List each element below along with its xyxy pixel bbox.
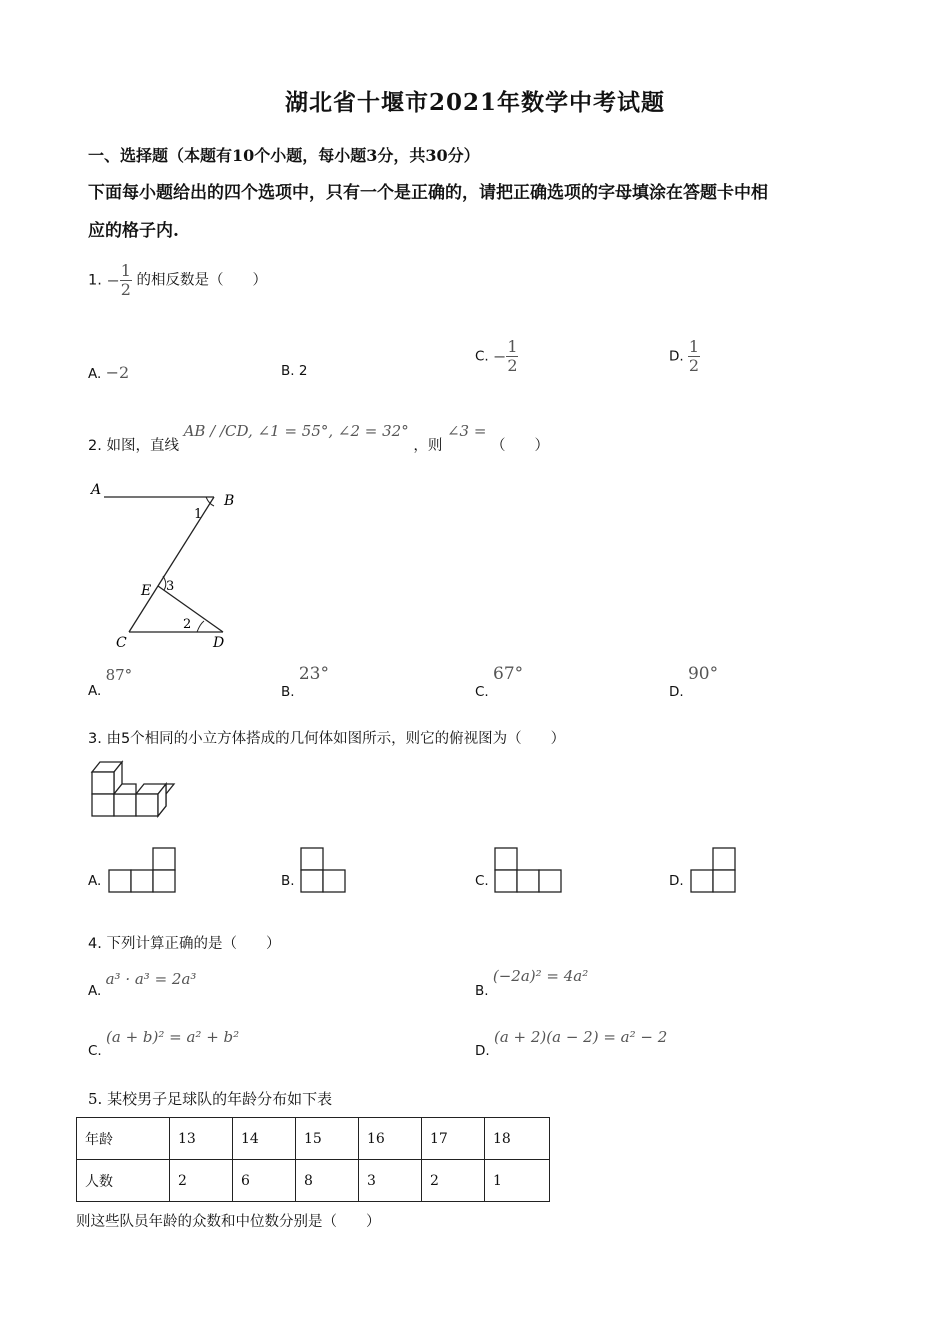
q1-option-d-fraction: $\frac{1}{2}$	[688, 337, 700, 375]
table-cell: 3	[359, 1160, 422, 1202]
q2-option-d[interactable]: D. 90°	[669, 664, 719, 700]
label-a: A	[91, 482, 102, 498]
table-cell: 15	[296, 1118, 359, 1160]
q4-option-a-expr: a³ · a³ = 2a³	[105, 970, 197, 988]
q1-fraction: $\frac{1}{2}$	[120, 261, 131, 299]
q1-option-c-fraction: $\frac{1}{2}$	[507, 337, 518, 375]
table-cell: 16	[359, 1118, 422, 1160]
q3-option-d[interactable]: D.	[669, 873, 684, 889]
q3-option-c[interactable]: C.	[475, 873, 489, 889]
label-angle-2: 2	[183, 617, 192, 632]
section-heading: 一、选择题（本题有10个小题，每小题3分，共30分）	[88, 146, 480, 165]
table-cell: 2	[170, 1160, 233, 1202]
q4-option-d-expr: (a + 2)(a − 2) = a² − 2	[493, 1028, 668, 1046]
question-1	[88, 262, 267, 299]
table-cell: 14	[233, 1118, 296, 1160]
minus-sign: −	[106, 271, 120, 290]
q4-option-b[interactable]: B. (−2a)² = 4a²	[475, 967, 589, 999]
q1-option-b[interactable]: B. 2	[281, 363, 308, 379]
table-cell: 8	[296, 1160, 359, 1202]
table-row	[77, 1160, 550, 1202]
q3-option-b[interactable]: B.	[281, 873, 295, 889]
q2-option-a-value: 87°	[105, 666, 133, 684]
table-cell: 18	[485, 1118, 550, 1160]
q2-option-c[interactable]: C. 67°	[475, 664, 524, 700]
q3-option-b-figure	[301, 847, 347, 893]
q2-option-b-value: 23°	[298, 664, 329, 684]
q3-option-c-figure	[495, 847, 563, 893]
q2-prefix: 2. 如图，直线	[88, 438, 179, 454]
q4-option-c[interactable]: C. (a + b)² = a² + b²	[88, 1028, 240, 1059]
question-2	[88, 420, 549, 454]
instruction-line-1: 下面每小题给出的四个选项中，只有一个是正确的，请把正确选项的字母填涂在答题卡中相	[88, 183, 768, 203]
q3-option-a[interactable]: A.	[88, 873, 102, 889]
table-cell: 13	[170, 1118, 233, 1160]
q2-condition: AB / /CD, ∠1 = 55°, ∠2 = 32°	[183, 422, 409, 440]
q1-option-a-value: −2	[105, 363, 130, 382]
q2-option-c-value: 67°	[493, 664, 524, 684]
q3-solid-figure	[88, 760, 178, 822]
label-angle-1: 1	[194, 507, 203, 522]
question-3: 3. 由5个相同的小立方体搭成的几何体如图所示，则它的俯视图为（ ）	[88, 731, 566, 747]
q2-mid: ，则	[413, 438, 443, 454]
q3-option-d-figure	[691, 847, 737, 893]
q2-figure	[88, 478, 248, 653]
table-cell: 17	[422, 1118, 485, 1160]
q1-option-c[interactable]: C. − $\frac{1}{2}$	[475, 337, 518, 375]
q2-option-d-value: 90°	[687, 664, 719, 684]
q1-option-a[interactable]: A. −2	[88, 363, 130, 382]
page-title: 湖北省十堰市2021年数学中考试题	[284, 89, 665, 116]
q2-option-a[interactable]: A. 87°	[88, 666, 133, 699]
question-5: 5. 某校男子足球队的年龄分布如下表	[88, 1090, 333, 1108]
q4-option-a[interactable]: A. a³ · a³ = 2a³	[88, 970, 197, 999]
q1-option-b-value: 2	[298, 363, 308, 379]
question-4: 4. 下列计算正确的是（ ）	[88, 936, 281, 952]
table-header-count: 人数	[77, 1160, 170, 1202]
label-e: E	[141, 583, 152, 599]
q5-question: 则这些队员年龄的众数和中位数分别是（ ）	[76, 1214, 381, 1230]
table-cell: 6	[233, 1160, 296, 1202]
q1-number: 1.	[88, 272, 102, 289]
q1-option-d[interactable]: D. $\frac{1}{2}$	[669, 337, 700, 375]
q2-suffix: （ ）	[491, 438, 549, 454]
q3-option-a-figure	[109, 847, 177, 893]
q1-text: 的相反数是（ ）	[136, 272, 267, 289]
label-b: B	[224, 493, 235, 509]
table-row	[77, 1118, 550, 1160]
q4-option-c-expr: (a + b)² = a² + b²	[106, 1028, 240, 1046]
q2-option-b[interactable]: B. 23°	[281, 664, 329, 700]
age-table	[76, 1117, 550, 1202]
table-header-age: 年龄	[77, 1118, 170, 1160]
label-c: C	[116, 635, 127, 651]
table-cell: 2	[422, 1160, 485, 1202]
q2-ask: ∠3 =	[446, 422, 487, 440]
table-cell: 1	[485, 1160, 550, 1202]
q4-option-d[interactable]: D. (a + 2)(a − 2) = a² − 2	[475, 1028, 668, 1059]
label-d: D	[213, 635, 225, 651]
label-angle-3: 3	[166, 579, 175, 594]
q4-option-b-expr: (−2a)² = 4a²	[492, 967, 589, 985]
instruction-line-2: 应的格子内.	[88, 221, 179, 241]
angle-2-arc	[197, 621, 204, 632]
